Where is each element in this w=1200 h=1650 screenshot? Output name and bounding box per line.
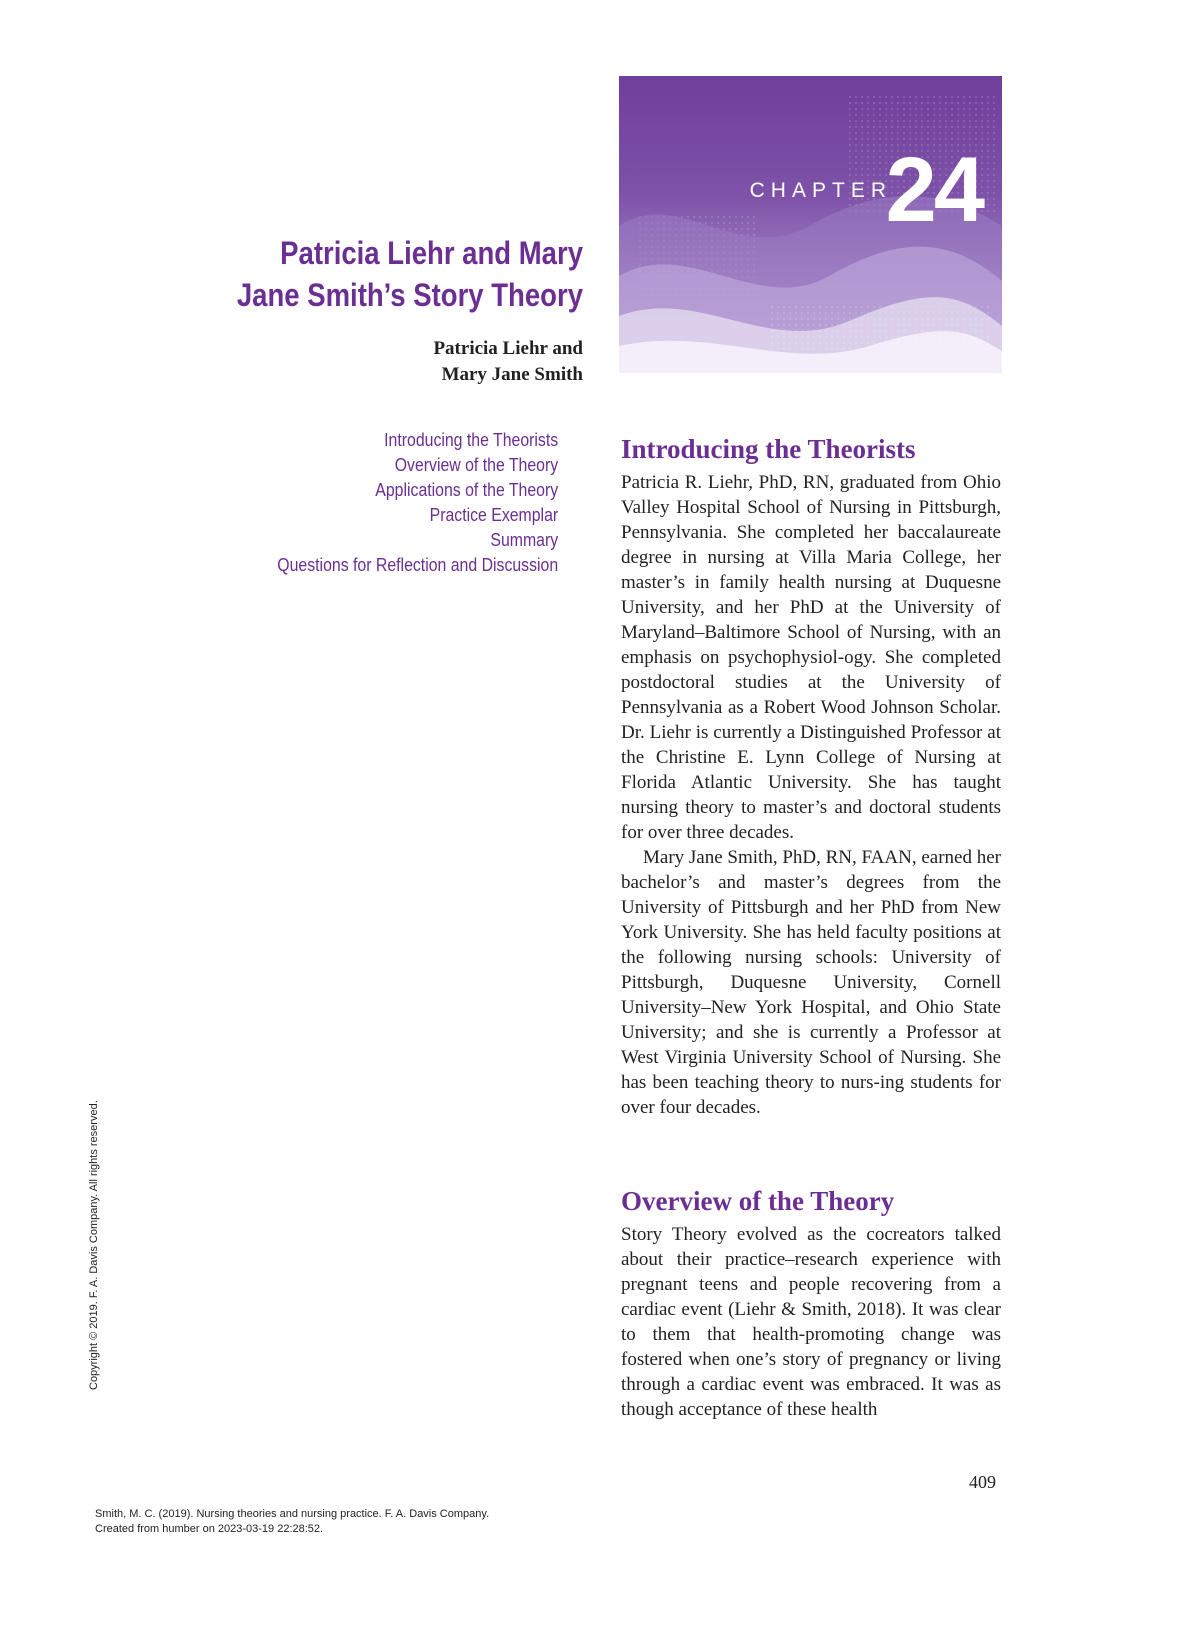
- citation-line-2: Created from humber on 2023-03-19 22:28:52.: [95, 1523, 324, 1535]
- section-overview-theory: [621, 1184, 1001, 1422]
- outline-item[interactable]: Applications of the Theory: [375, 480, 558, 500]
- section-introducing-theorists: [621, 432, 1001, 1120]
- paragraph: Mary Jane Smith, PhD, RN, FAAN, earned her bachelor’s and master’s degrees from the University of Pittsburgh and her PhD from New York University. She has held faculty positions at the following nursing schools: University of Pittsburgh, Duquesne University, Cornell University–New York Hospital, and Ohio State University; and she is currently a Professor at West Virginia University School of Nursing. She has been teaching theory to nurs-ing students for over four decades.: [621, 847, 1001, 1118]
- copyright-notice: Copyright © 2019. F. A. Davis Company. All rights reserved.: [88, 1100, 100, 1390]
- chapter-outline: [239, 428, 558, 578]
- paragraph: Story Theory evolved as the cocreators talked about their practice–research experience with pregnant teens and people recovering from a cardiac event (Liehr & Smith, 2018). It was clear to them that health-promoting change was fostered when one’s story of pregnancy or living through a cardiac event was embraced. It was as though acceptance of these health: [621, 1224, 1001, 1420]
- authors-line-1: Patricia Liehr and: [433, 338, 583, 359]
- authors-line-2: Mary Jane Smith: [441, 364, 583, 385]
- page-number: 409: [969, 1472, 996, 1492]
- chapter-authors: [433, 336, 583, 388]
- section-heading: Introducing the Theorists: [621, 434, 916, 464]
- paragraph: Patricia R. Liehr, PhD, RN, graduated from Ohio Valley Hospital School of Nursing in Pittsburgh, Pennsylvania. She completed her baccalaureate degree in nursing at Villa Maria College, her master’s in family health nursing at Duquesne University, and her PhD at the University of Maryland–Baltimore School of Nursing, with an emphasis on psychophysiol-ogy. She completed postdoctoral studies at the University of Pennsylvania as a Robert Wood Johnson Scholar. Dr. Liehr is currently a Distinguished Professor at the Christine E. Lynn College of Nursing at Florida Atlantic University. She has taught nursing theory to master’s and doctoral students for over three decades.: [621, 472, 1001, 843]
- chapter-title: [222, 232, 583, 316]
- outline-item[interactable]: Questions for Reflection and Discussion: [277, 555, 558, 575]
- outline-item[interactable]: Overview of the Theory: [394, 455, 558, 475]
- chapter-number: 24: [885, 139, 982, 241]
- outline-item[interactable]: Introducing the Theorists: [383, 430, 558, 450]
- citation-line-1: Smith, M. C. (2019). Nursing theories and nursing practice. F. A. Davis Company.: [95, 1508, 490, 1520]
- chapter-title-line-1: Patricia Liehr and Mary: [280, 235, 583, 271]
- citation-footer: [95, 1507, 489, 1537]
- section-heading: Overview of the Theory: [621, 1186, 895, 1216]
- outline-item[interactable]: Practice Exemplar: [429, 505, 558, 525]
- chapter-label: CHAPTER: [749, 179, 892, 202]
- chapter-banner: [619, 76, 1002, 373]
- outline-item[interactable]: Summary: [490, 530, 558, 550]
- chapter-title-line-2: Jane Smith’s Story Theory: [236, 277, 584, 313]
